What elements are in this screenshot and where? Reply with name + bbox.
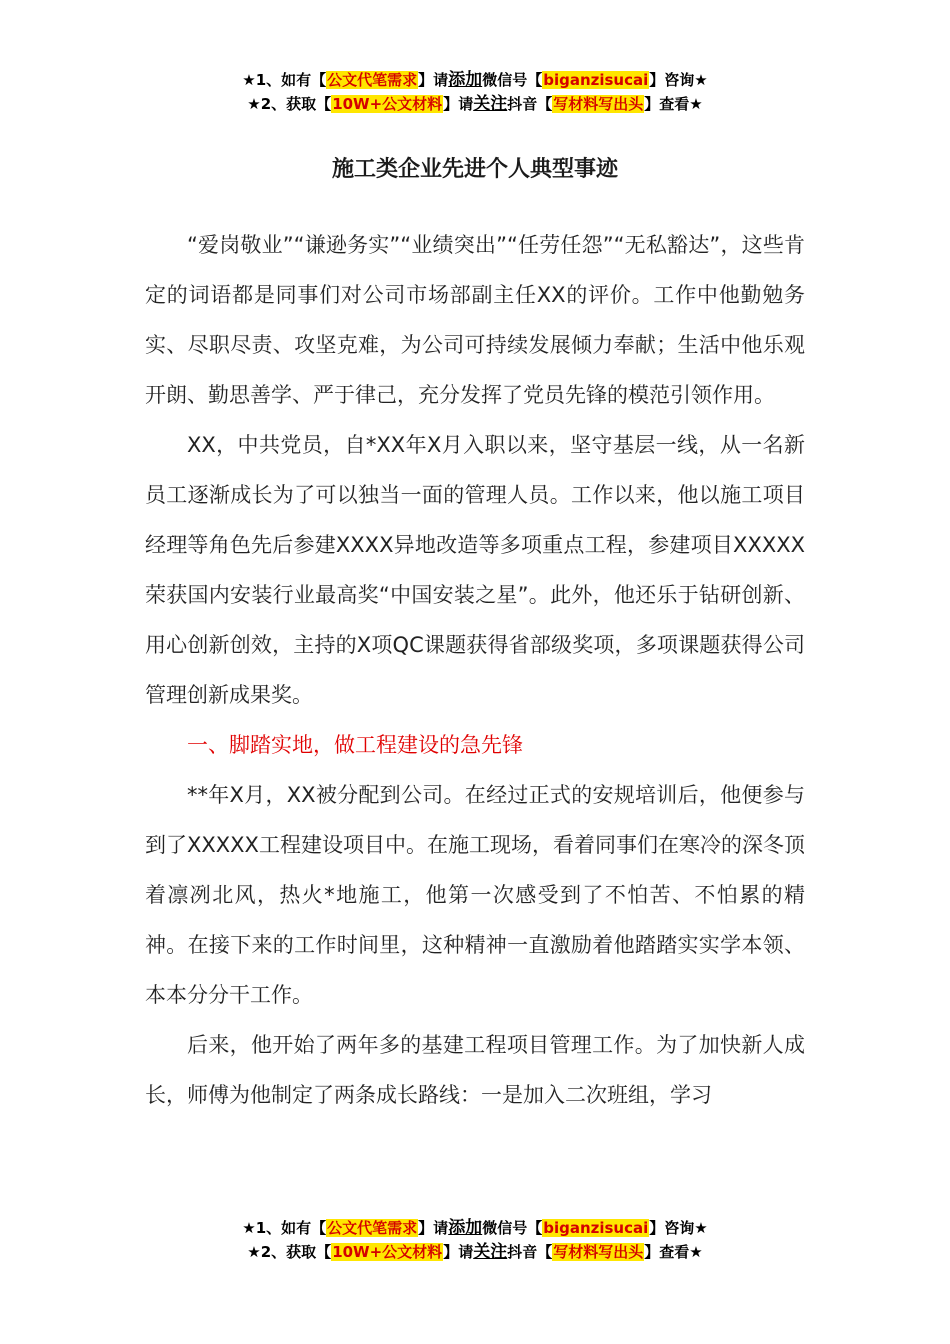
banner-text: 】请 <box>443 1243 474 1261</box>
document-title: 施工类企业先进个人典型事迹 <box>331 157 618 182</box>
banner-text: 】请 <box>418 71 449 89</box>
banner-highlight: 10W+公文材料 <box>332 95 443 113</box>
banner-line-2 <box>0 92 950 116</box>
banner-highlight: 公文代笔需求 <box>327 1219 418 1237</box>
banner-highlight: 公文代笔需求 <box>327 71 418 89</box>
banner-text: ★2、获取【 <box>247 95 332 113</box>
banner-line-1 <box>0 1216 950 1240</box>
document-body <box>145 220 805 1120</box>
banner-text: 抖音【 <box>507 95 553 113</box>
banner-text: ★1、如有【 <box>242 1219 327 1237</box>
banner-text: 微信号【 <box>482 71 543 89</box>
banner-text: 微信号【 <box>482 1219 543 1237</box>
banner-text: 】咨询★ <box>649 71 708 89</box>
section-heading: 一、脚踏实地，做工程建设的急先锋 <box>187 733 523 757</box>
paragraph: “爱岗敬业”“谦逊务实”“业绩突出”“任劳任怨”“无私豁达”，这些肯定的词语都是同事们对公司市场部副主任XX的评价。工作中他勤勉务实、尽职尽责、攻坚克难，为公司可持续发展倾力奉献；生活中他乐观开朗、勤思善学、严于律己，充分发挥了党员先锋的模范引领作用。 <box>145 233 805 407</box>
header-banner <box>0 68 950 116</box>
banner-highlight: biganzisucai <box>543 1219 649 1237</box>
banner-underline: 关注 <box>473 94 508 114</box>
banner-text: 】查看★ <box>644 95 703 113</box>
banner-text: 】咨询★ <box>649 1219 708 1237</box>
banner-underline: 关注 <box>473 1242 508 1262</box>
banner-underline: 添加 <box>448 1218 483 1238</box>
banner-line-2 <box>0 1240 950 1264</box>
paragraph: 后来，他开始了两年多的基建工程项目管理工作。为了加快新人成长，师傅为他制定了两条成长路线：一是加入二次班组，学习 <box>145 1033 805 1107</box>
banner-highlight: 写材料写出头 <box>553 95 644 113</box>
banner-text: 抖音【 <box>507 1243 553 1261</box>
banner-text: 】查看★ <box>644 1243 703 1261</box>
banner-highlight: 10W+公文材料 <box>332 1243 443 1261</box>
banner-highlight: biganzisucai <box>543 71 649 89</box>
banner-text: 】请 <box>418 1219 449 1237</box>
banner-text: 】请 <box>443 95 474 113</box>
banner-line-1 <box>0 68 950 92</box>
paragraph: **年X月，XX被分配到公司。在经过正式的安规培训后，他便参与到了XXXXX工程建设项目中。在施工现场，看着同事们在寒冷的深冬顶着凛冽北风，热火*地施工，他第一次感受到了不怕苦、不怕累的精神。在接下来的工作时间里，这种精神一直激励着他踏踏实实学本领、本本分分干工作。 <box>145 783 805 1007</box>
footer-banner <box>0 1216 950 1264</box>
paragraph: XX，中共党员，自*XX年X月入职以来，坚守基层一线，从一名新员工逐渐成长为了可以独当一面的管理人员。工作以来，他以施工项目经理等角色先后参建XXXX异地改造等多项重点工程，参建项目XXXXX荣获国内安装行业最高奖“中国安装之星”。此外，他还乐于钻研创新、用心创新创效，主持的X项QC课题获得省部级奖项，多项课题获得公司管理创新成果奖。 <box>145 433 805 707</box>
banner-highlight: 写材料写出头 <box>553 1243 644 1261</box>
banner-underline: 添加 <box>448 70 483 90</box>
banner-text: ★2、获取【 <box>247 1243 332 1261</box>
banner-text: ★1、如有【 <box>242 71 327 89</box>
